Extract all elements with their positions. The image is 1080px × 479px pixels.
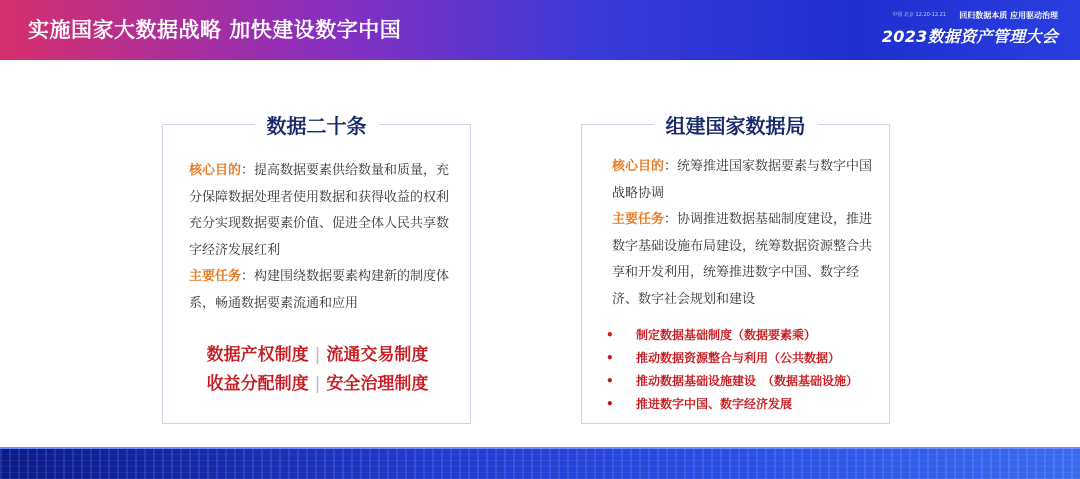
core-purpose-paragraph (189, 158, 454, 264)
highlight-item: 收益分配制度 (206, 374, 309, 394)
footer-pattern (0, 447, 1080, 479)
main-tasks-text: ：协调推进数据基础制度建设，推进数字基础设施布局建设，统筹数据资源整合共享和开发利用，统筹推进数字中国、数字经济、数字社会规划和建设 (612, 212, 873, 307)
core-purpose-label: 核心目的 (612, 159, 665, 174)
list-item-text: 制定数据基础制度（数据要素乘） (636, 328, 817, 342)
highlight-separator: | (314, 345, 321, 365)
footer-banner (0, 447, 1080, 479)
highlight-separator: | (314, 374, 321, 394)
list-item (606, 324, 886, 347)
main-tasks-label: 主要任务 (612, 212, 665, 227)
card-title: 组建国家数据局 (654, 110, 818, 139)
national-data-bureau-card (581, 114, 890, 424)
event-brand (858, 10, 1058, 52)
highlight-item: 流通交易制度 (326, 345, 429, 365)
list-item-text: 推动数据资源整合与利用（公共数据） (636, 351, 841, 365)
main-tasks-paragraph (189, 264, 454, 317)
bullet-icon: • (606, 351, 614, 365)
highlight-item: 数据产权制度 (206, 345, 309, 365)
bullet-icon: • (606, 374, 614, 388)
highlight-row (163, 341, 472, 370)
main-tasks-paragraph (612, 207, 877, 313)
card-title: 数据二十条 (255, 110, 379, 139)
core-purpose-paragraph (612, 154, 877, 207)
list-item-text: 推进数字中国、数字经济发展 (636, 397, 793, 411)
core-purpose-text: ：统筹推进国家数据要素与数字中国战略协调 (612, 159, 873, 201)
list-item (606, 393, 886, 416)
event-date-location: 中国 北京 12.20-12.21 (892, 12, 946, 18)
bullet-icon: • (606, 397, 614, 411)
core-purpose-text: ：提高数据要素供给数量和质量，充分保障数据处理者使用数据和获得收益的权利充分实现数据要素价值、促进全体人民共享数字经济发展红利 (189, 163, 450, 258)
list-item (606, 347, 886, 370)
bullet-icon: • (606, 328, 614, 342)
core-purpose-label: 核心目的 (189, 163, 242, 178)
data-twenty-articles-card (162, 114, 471, 424)
header-banner (0, 0, 1080, 60)
main-tasks-label: 主要任务 (189, 269, 242, 284)
institution-highlights (163, 341, 472, 399)
event-slogan: 回归数据本质 应用驱动治理 (959, 11, 1058, 20)
footer-divider (0, 447, 1080, 449)
bullet-list (606, 324, 886, 416)
page-title: 实施国家大数据战略 加快建设数字中国 (28, 18, 402, 42)
highlight-item: 安全治理制度 (326, 374, 429, 394)
event-name: 2023数据资产管理大会 (881, 27, 1058, 46)
highlight-row (163, 370, 472, 399)
list-item-text: 推动数据基础设施建设 （数据基础设施） (636, 374, 859, 388)
main-tasks-text: ：构建围绕数据要素构建新的制度体系，畅通数据要素流通和应用 (189, 269, 450, 311)
list-item (606, 370, 886, 393)
